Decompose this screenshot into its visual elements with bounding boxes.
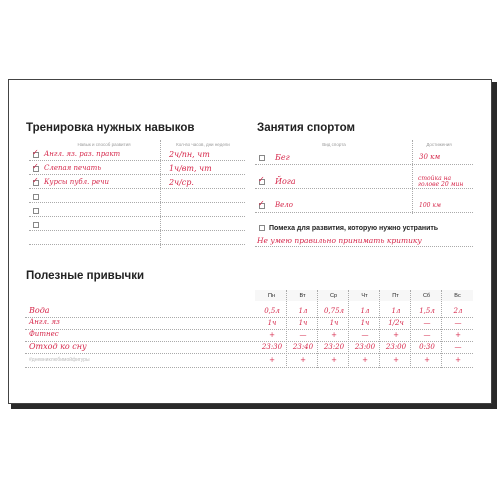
habit-cell: + <box>455 331 461 339</box>
skills-row-skill: Курсы публ. речи <box>44 178 110 186</box>
day-label: Чт <box>361 293 368 299</box>
row-rule <box>29 160 245 161</box>
check-mark-icon: ✓ <box>32 162 39 171</box>
check-mark-icon: ✓ <box>258 175 265 184</box>
sport-col-kind: Вид спорта <box>322 142 346 147</box>
habit-cell: 23:20 <box>323 343 345 351</box>
habit-cell: — <box>423 331 431 339</box>
obstacle-value: Не умею правильно принимать критику <box>257 236 422 245</box>
row-rule <box>29 230 245 231</box>
sport-divider <box>412 140 413 214</box>
habit-cell: + <box>269 331 275 339</box>
habit-cell: 1л <box>360 307 370 315</box>
day-label: Вт <box>299 293 306 299</box>
sport-row-kind: Вело <box>275 201 293 209</box>
day-label: Вс <box>454 293 461 299</box>
habit-cell: 23:00 <box>385 343 407 351</box>
skills-row-count: 2ч/ср. <box>169 178 194 187</box>
habit-cell: + <box>331 331 337 339</box>
habit-cell: 1ч <box>329 319 339 327</box>
check-mark-icon: ✓ <box>32 176 39 185</box>
habit-cell: — <box>454 319 462 327</box>
habit-cell: 1ч <box>267 319 277 327</box>
row-rule <box>25 353 473 354</box>
habit-cell: 23:00 <box>354 343 376 351</box>
habit-cell: — <box>454 343 462 351</box>
skills-row-skill: Слепая печать <box>44 164 102 172</box>
row-rule <box>255 212 473 213</box>
habit-name: Вода <box>29 306 50 315</box>
sport-row-kind: Бег <box>275 153 290 162</box>
check-mark-icon: ✓ <box>258 199 265 208</box>
row-rule <box>25 329 473 330</box>
habit-cell: — <box>299 331 307 339</box>
skills-row-skill: Англ. яз. раз. практ <box>44 150 121 158</box>
sport-col-achievement: Достижения <box>426 142 452 147</box>
habit-cell: 2л <box>453 307 463 315</box>
skills-row-checkbox[interactable] <box>33 194 39 200</box>
skills-row-count: 2ч/пн, чт <box>169 150 210 159</box>
sport-row-achievement: 30 км <box>419 153 441 161</box>
row-rule <box>29 244 245 245</box>
habit-cell: 1л <box>298 307 308 315</box>
obstacle-checkbox[interactable] <box>259 225 265 231</box>
day-label: Пн <box>268 293 275 299</box>
habit-cell: + <box>331 356 337 364</box>
row-rule <box>29 202 245 203</box>
sport-row-achievement: 100 км <box>419 202 441 209</box>
habit-cell: + <box>362 356 368 364</box>
habit-cell: 1ч <box>360 319 370 327</box>
skills-row-count: 1ч/вт, чт <box>169 164 212 173</box>
skills-divider <box>160 140 161 248</box>
habits-title: Полезные привычки <box>26 270 145 282</box>
habit-cell: + <box>393 331 399 339</box>
sport-row-achievement: стойка на голове 20 мин <box>418 175 464 188</box>
row-rule <box>255 164 473 165</box>
habit-name: Англ. яз <box>29 318 60 326</box>
habit-cell: 1/2ч <box>388 319 404 327</box>
row-rule <box>29 188 245 189</box>
skills-row-checkbox[interactable] <box>33 208 39 214</box>
obstacle-label: Помеха для развития, которую нужно устранить <box>269 225 439 232</box>
habit-cell: 0:30 <box>419 343 435 351</box>
day-label: Ср <box>329 293 338 299</box>
hashtag-hint: #дневниклюбимойфигуры <box>29 357 90 363</box>
skills-col-skill: Навык и способ развития <box>77 142 131 147</box>
habit-name: Отход ко сну <box>29 342 87 351</box>
day-label: Сб <box>422 293 431 299</box>
habit-cell: — <box>423 319 431 327</box>
sport-row-kind: Йога <box>275 177 296 186</box>
row-rule <box>25 317 473 318</box>
habit-cell: 1,5л <box>419 307 435 315</box>
check-mark-icon: ✓ <box>32 148 39 157</box>
skills-col-count: Кол-во часов, дни недели <box>176 142 230 147</box>
habit-cell: 23:30 <box>261 343 283 351</box>
row-rule <box>255 246 473 247</box>
habit-cell: 23:40 <box>292 343 314 351</box>
habit-cell: + <box>269 356 275 364</box>
habit-cell: 0,5л <box>264 307 280 315</box>
habit-cell: 1ч <box>298 319 308 327</box>
habit-cell: + <box>393 356 399 364</box>
habit-cell: + <box>455 356 461 364</box>
habit-cell: — <box>361 331 369 339</box>
habit-name: Фитнес <box>29 330 59 338</box>
row-rule <box>25 341 473 342</box>
row-rule <box>29 216 245 217</box>
habit-cell: + <box>424 356 430 364</box>
habit-cell: 0,75л <box>323 307 345 315</box>
row-rule <box>255 188 473 189</box>
sport-row-checkbox[interactable] <box>259 155 265 161</box>
habit-cell: + <box>300 356 306 364</box>
sport-title: Занятия спортом <box>257 122 355 134</box>
diary-page <box>8 79 492 404</box>
row-rule <box>29 174 245 175</box>
day-label: Пт <box>392 293 399 299</box>
row-rule <box>25 367 473 368</box>
skills-title: Тренировка нужных навыков <box>26 122 195 134</box>
skills-row-checkbox[interactable] <box>33 222 39 228</box>
habit-cell: 1л <box>391 307 401 315</box>
